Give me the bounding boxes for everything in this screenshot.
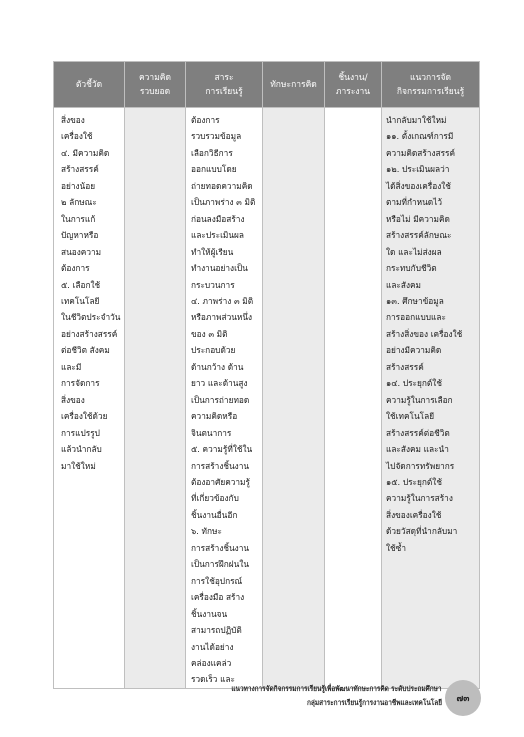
header-concept-label: ความคิด รวบยอด xyxy=(138,72,172,97)
page-number: ๗๓ xyxy=(456,694,470,704)
header-content-label: สาระ การเรียนรู้ xyxy=(205,72,243,97)
cell-activity xyxy=(382,108,480,689)
concept-text xyxy=(125,108,185,112)
cell-skill xyxy=(263,108,325,689)
page-number-badge xyxy=(445,680,481,716)
header-content xyxy=(186,62,263,108)
header-indicator xyxy=(54,62,125,108)
curriculum-table xyxy=(53,61,480,689)
header-indicator-label: ตัวชี้วัด xyxy=(75,79,103,90)
table-row xyxy=(54,108,480,689)
content-text: ต้องการ รวบรวมข้อมูล เลือกวิธีการ ออกแบบโดย ถ่ายทอดความคิด เป็นภาพร่าง ๓ มิติ ก่อนลงมือสร้าง และประเมินผล ทำให้ผู้เรียน ทำงานอย่างเป็น กระบวนการ ๔. ภาพร่าง ๓ มิติ หรือภาพส่วนหนึ่ง ของ ๓ มิติ ประกอบด้วย ด้านกว้าง ด้าน ยาว และด้านสูง เป็นการถ่ายทอด ความคิดหรือ จินตนาการ ๕. ความรู้ที่ใช้ใน การสร้างชิ้นงาน ต้องอาศัยความรู้ ที่เกี่ยวข้องกับ ชิ้นงานอื่นอีก ๖. ทักษะ การสร้างชิ้นงาน เป็นการฝึกฝนใน การใช้อุปกรณ์ เครื่องมือ สร้าง ชิ้นงานจน สามารถปฏิบัติ งานได้อย่าง คล่องแคล่ว รวดเร็ว และ xyxy=(191,115,256,685)
cell-task xyxy=(325,108,382,689)
footer-book-title: แนวทางการจัดกิจกรรมการเรียนรู้เพื่อพัฒนาทักษะการคิด ระดับประถมศึกษา xyxy=(231,684,442,693)
header-activity xyxy=(382,62,480,108)
footer-subject-group: กลุ่มสาระการเรียนรู้การงานอาชีพและเทคโนโลยี xyxy=(306,698,442,707)
cell-content xyxy=(186,108,263,689)
cell-concept xyxy=(125,108,186,689)
header-task-label: ชิ้นงาน/ ภาระงาน xyxy=(335,72,371,97)
activity-text: นำกลับมาใช้ใหม่ ๑๑. ตั้งเกณฑ์การมี ความคิดสร้างสรรค์ ๑๒. ประเมินผลว่า ได้สิ่งของเครื่องใช้ ตามที่กำหนดไว้ หรือไม่ มีความคิด สร้างสรรค์ลักษณะ ใด และไม่ส่งผล กระทบกับชีวิต และสังคม ๑๓. ศึกษาข้อมูล การออกแบบและ สร้างสิ่งของ เครื่องใช้ อย่างมีความคิด สร้างสรรค์ ๑๔. ประยุกต์ใช้ ความรู้ในการเลือก ใช้เทคโนโลยี สร้างสรรค์ต่อชีวิต และสังคม และนำ ไปจัดการทรัพยากร ๑๕. ประยุกต์ใช้ ความรู้ในการสร้าง สิ่งของเครื่องใช้ ด้วยวัสดุที่นำกลับมา ใช้ซ้ำ xyxy=(386,115,463,553)
header-skill-label: ทักษะการคิด xyxy=(270,79,317,90)
header-skill xyxy=(263,62,325,108)
skill-text xyxy=(263,108,324,112)
table-header-row xyxy=(54,62,480,108)
task-text xyxy=(325,108,381,112)
indicator-text: สิ่งของ เครื่องใช้ ๔. มีความคิด สร้างสรรค์ อย่างน้อย ๒ ลักษณะ ในการแก้ ปัญหาหรือ สนองความ ต้องการ ๕. เลือกใช้ เทคโนโลยี ในชีวิตประจำวัน อย่างสร้างสรรค์ ต่อชีวิต สังคม และมี การจัดการ สิ่งของ เครื่องใช้ด้วย การแปรรูป แล้วนำกลับ มาใช้ใหม่ xyxy=(61,115,121,471)
cell-indicator xyxy=(54,108,125,689)
header-activity-label: แนวการจัด กิจกรรมการเรียนรู้ xyxy=(396,72,465,97)
header-task xyxy=(325,62,382,108)
header-concept xyxy=(125,62,186,108)
